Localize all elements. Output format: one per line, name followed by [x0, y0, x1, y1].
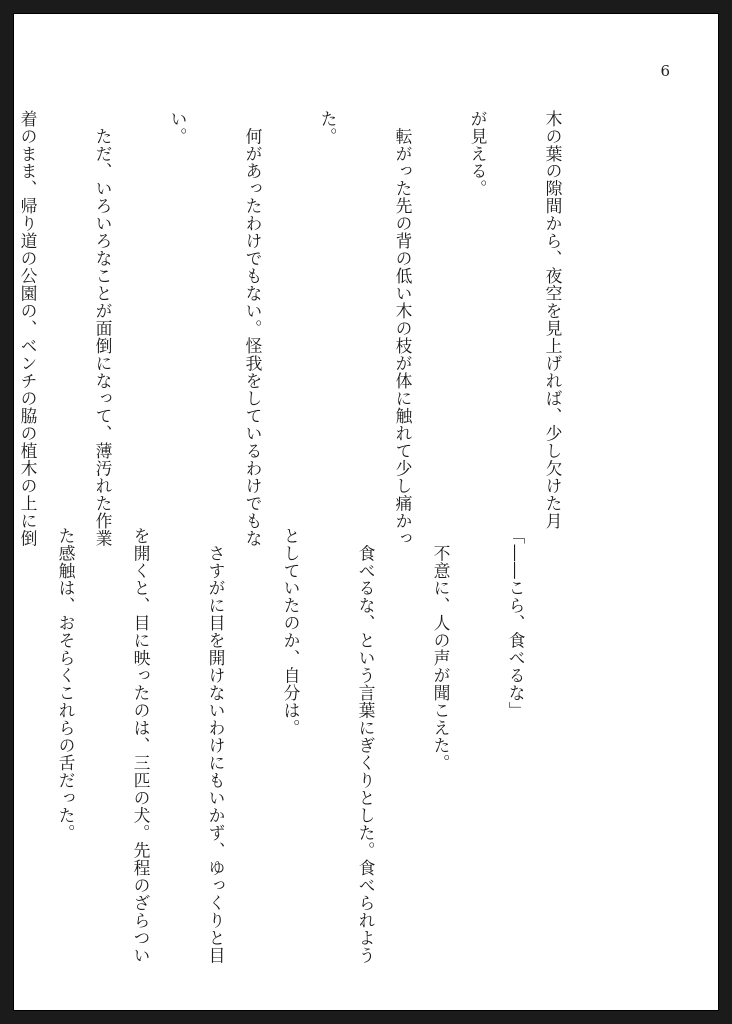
- text-line: を開くと、目に映ったのは、三匹の犬。先程のざらつい: [131, 527, 151, 965]
- text-line: 着のまま、帰り道の公園の、ベンチの脇の植木の上に倒: [18, 110, 38, 548]
- text-line: た。: [318, 110, 338, 145]
- text-line: 何があったわけでもない。怪我をしているわけでもな: [243, 110, 263, 548]
- text-line: 「――こら、食べるな」: [506, 527, 526, 720]
- text-line: た感触は、おそらくこれらの舌だった。: [56, 527, 76, 842]
- text-line: [0, 527, 3, 947]
- page-number: 6: [660, 62, 670, 80]
- text-line: としていたのか、自分は。: [281, 527, 301, 737]
- text-line: ただ、いろいろなことが面倒になって、薄汚れた作業: [93, 110, 113, 548]
- text-line: 不意に、人の声が聞こえた。: [431, 527, 451, 772]
- text-line: い。: [168, 110, 188, 145]
- lower-text-block: [0, 527, 578, 965]
- upper-text-block: [0, 110, 615, 548]
- text-line: 木の葉の隙間から、夜空を見上げれば、少し欠けた月: [543, 110, 563, 530]
- text-line: 食べるな、という言葉にぎくりとした。食べられよう: [356, 527, 376, 965]
- book-page: [14, 14, 718, 1010]
- text-line: さすがに目を開けないわけにもいかず、ゆっくりと目: [206, 527, 226, 965]
- text-line: 転がった先の背の低い木の枝が体に触れて少し痛かっ: [393, 110, 413, 548]
- text-line: が見える。: [468, 110, 488, 198]
